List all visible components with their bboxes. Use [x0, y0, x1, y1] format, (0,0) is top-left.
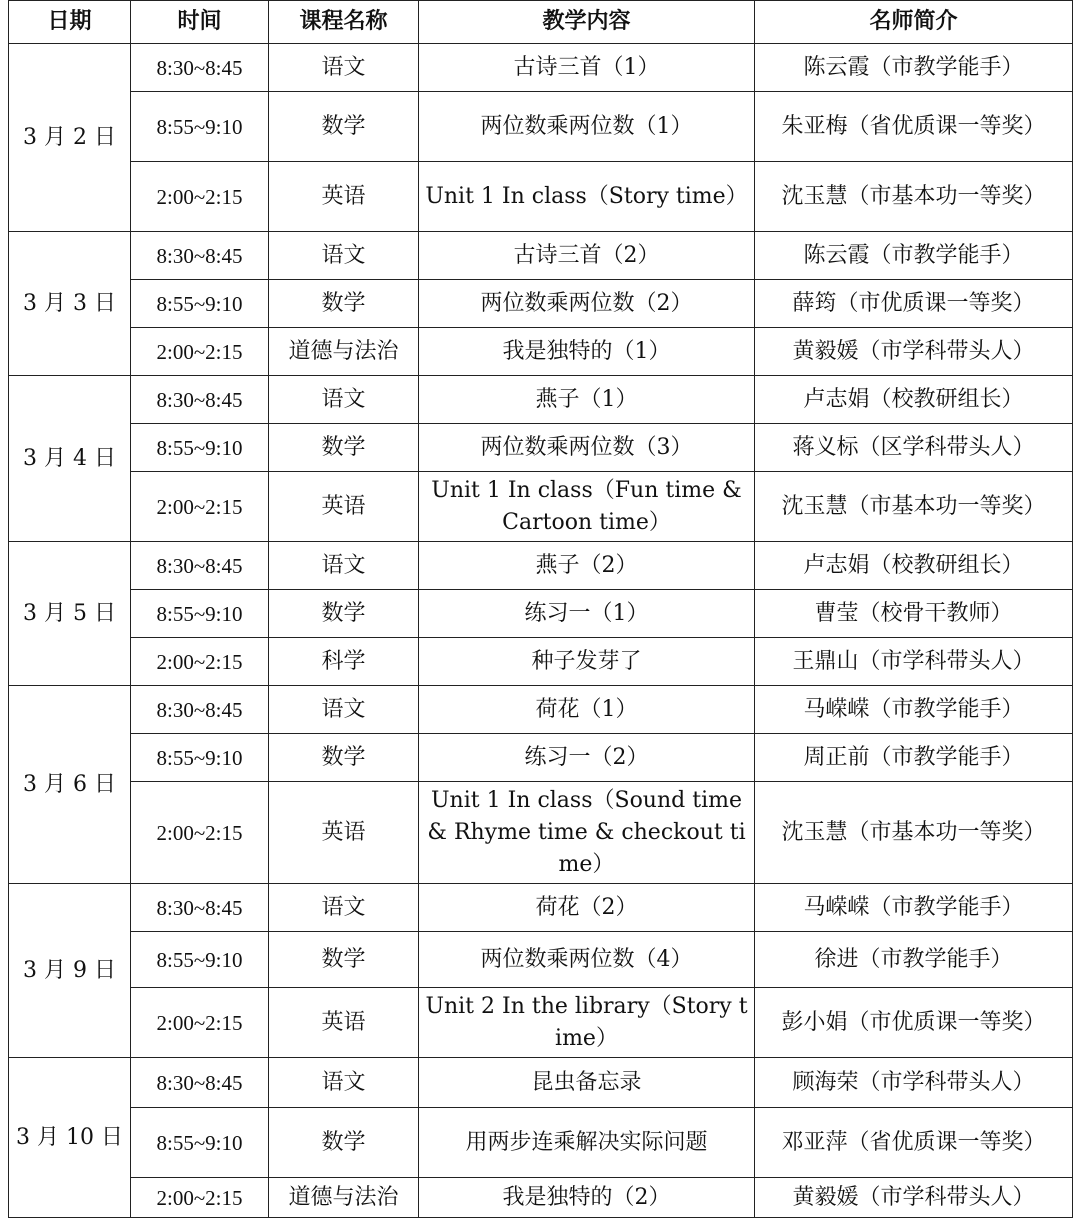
teacher-cell: 陈云霞（市教学能手） — [755, 44, 1073, 92]
course-cell: 语文 — [269, 686, 419, 734]
time-cell: 8:55~9:10 — [131, 590, 269, 638]
content-cell: 两位数乘两位数（2） — [419, 280, 755, 328]
table-row — [9, 162, 1073, 232]
course-cell: 英语 — [269, 988, 419, 1058]
teacher-cell: 马嵘嵘（市教学能手） — [755, 686, 1073, 734]
content-cell: 练习一（1） — [419, 590, 755, 638]
course-cell: 数学 — [269, 1108, 419, 1178]
time-cell: 8:30~8:45 — [131, 376, 269, 424]
course-cell: 数学 — [269, 92, 419, 162]
table-row — [9, 638, 1073, 686]
table-row — [9, 92, 1073, 162]
course-cell: 英语 — [269, 162, 419, 232]
time-cell: 8:55~9:10 — [131, 1108, 269, 1178]
content-cell: 古诗三首（2） — [419, 232, 755, 280]
table-row — [9, 1178, 1073, 1218]
time-cell: 8:30~8:45 — [131, 232, 269, 280]
time-cell: 2:00~2:15 — [131, 782, 269, 884]
time-cell: 8:30~8:45 — [131, 44, 269, 92]
content-cell: 昆虫备忘录 — [419, 1058, 755, 1108]
content-cell: 古诗三首（1） — [419, 44, 755, 92]
content-cell: 燕子（1） — [419, 376, 755, 424]
course-cell: 英语 — [269, 472, 419, 542]
time-cell: 2:00~2:15 — [131, 162, 269, 232]
content-cell: 荷花（2） — [419, 884, 755, 932]
teacher-cell: 彭小娟（市优质课一等奖） — [755, 988, 1073, 1058]
content-cell: 种子发芽了 — [419, 638, 755, 686]
teacher-cell: 徐进（市教学能手） — [755, 932, 1073, 988]
teacher-cell: 沈玉慧（市基本功一等奖） — [755, 782, 1073, 884]
content-cell: 两位数乘两位数（3） — [419, 424, 755, 472]
date-cell: 3 月 3 日 — [9, 232, 131, 376]
table-row — [9, 376, 1073, 424]
course-cell: 语文 — [269, 232, 419, 280]
teacher-cell: 沈玉慧（市基本功一等奖） — [755, 472, 1073, 542]
date-cell: 3 月 2 日 — [9, 44, 131, 232]
table-row — [9, 988, 1073, 1058]
table-body — [9, 44, 1073, 1218]
course-cell: 语文 — [269, 1058, 419, 1108]
time-cell: 8:55~9:10 — [131, 932, 269, 988]
teacher-cell: 邓亚萍（省优质课一等奖） — [755, 1108, 1073, 1178]
teacher-cell: 卢志娟（校教研组长） — [755, 542, 1073, 590]
teacher-cell: 黄毅媛（市学科带头人） — [755, 328, 1073, 376]
content-cell: 我是独特的（2） — [419, 1178, 755, 1218]
header-content: 教学内容 — [419, 1, 755, 44]
time-cell: 8:55~9:10 — [131, 280, 269, 328]
time-cell: 8:30~8:45 — [131, 1058, 269, 1108]
teacher-cell: 顾海荣（市学科带头人） — [755, 1058, 1073, 1108]
time-cell: 8:55~9:10 — [131, 424, 269, 472]
content-cell: 用两步连乘解决实际问题 — [419, 1108, 755, 1178]
table-row — [9, 472, 1073, 542]
table-row — [9, 1108, 1073, 1178]
time-cell: 8:30~8:45 — [131, 686, 269, 734]
course-cell: 数学 — [269, 734, 419, 782]
course-cell: 语文 — [269, 44, 419, 92]
course-cell: 数学 — [269, 280, 419, 328]
header-teacher: 名师简介 — [755, 1, 1073, 44]
date-cell: 3 月 6 日 — [9, 686, 131, 884]
table-row — [9, 932, 1073, 988]
course-cell: 语文 — [269, 542, 419, 590]
table-row — [9, 44, 1073, 92]
date-cell: 3 月 9 日 — [9, 884, 131, 1058]
content-cell: 我是独特的（1） — [419, 328, 755, 376]
teacher-cell: 周正前（市教学能手） — [755, 734, 1073, 782]
content-cell: 燕子（2） — [419, 542, 755, 590]
teacher-cell: 陈云霞（市教学能手） — [755, 232, 1073, 280]
teacher-cell: 薛筠（市优质课一等奖） — [755, 280, 1073, 328]
time-cell: 2:00~2:15 — [131, 638, 269, 686]
time-cell: 2:00~2:15 — [131, 1178, 269, 1218]
course-cell: 数学 — [269, 932, 419, 988]
content-cell: 两位数乘两位数（1） — [419, 92, 755, 162]
table-row — [9, 232, 1073, 280]
teacher-cell: 卢志娟（校教研组长） — [755, 376, 1073, 424]
course-cell: 英语 — [269, 782, 419, 884]
table-row — [9, 884, 1073, 932]
course-cell: 数学 — [269, 424, 419, 472]
teacher-cell: 蒋义标（区学科带头人） — [755, 424, 1073, 472]
date-cell: 3 月 5 日 — [9, 542, 131, 686]
time-cell: 2:00~2:15 — [131, 988, 269, 1058]
content-cell: Unit 1 In class（Story time） — [419, 162, 755, 232]
content-cell: 两位数乘两位数（4） — [419, 932, 755, 988]
teacher-cell: 曹莹（校骨干教师） — [755, 590, 1073, 638]
table-row — [9, 686, 1073, 734]
header-course: 课程名称 — [269, 1, 419, 44]
time-cell: 8:55~9:10 — [131, 92, 269, 162]
date-cell: 3 月 4 日 — [9, 376, 131, 542]
table-row — [9, 280, 1073, 328]
header-date: 日期 — [9, 1, 131, 44]
time-cell: 2:00~2:15 — [131, 472, 269, 542]
table-row — [9, 782, 1073, 884]
table-row — [9, 328, 1073, 376]
time-cell: 8:55~9:10 — [131, 734, 269, 782]
time-cell: 8:30~8:45 — [131, 542, 269, 590]
content-cell: Unit 1 In class（Fun time & Cartoon time） — [419, 472, 755, 542]
course-schedule-table — [8, 0, 1073, 1218]
table-row — [9, 590, 1073, 638]
content-cell: 练习一（2） — [419, 734, 755, 782]
teacher-cell: 马嵘嵘（市教学能手） — [755, 884, 1073, 932]
teacher-cell: 王鼎山（市学科带头人） — [755, 638, 1073, 686]
date-cell: 3 月 10 日 — [9, 1058, 131, 1218]
teacher-cell: 沈玉慧（市基本功一等奖） — [755, 162, 1073, 232]
header-time: 时间 — [131, 1, 269, 44]
table-row — [9, 1058, 1073, 1108]
content-cell: Unit 1 In class（Sound time & Rhyme time & checkout time） — [419, 782, 755, 884]
content-cell: Unit 2 In the library（Story time） — [419, 988, 755, 1058]
table-row — [9, 542, 1073, 590]
course-cell: 数学 — [269, 590, 419, 638]
teacher-cell: 黄毅媛（市学科带头人） — [755, 1178, 1073, 1218]
teacher-cell: 朱亚梅（省优质课一等奖） — [755, 92, 1073, 162]
course-cell: 道德与法治 — [269, 328, 419, 376]
course-cell: 语文 — [269, 376, 419, 424]
table-row — [9, 734, 1073, 782]
course-cell: 科学 — [269, 638, 419, 686]
table-header-row — [9, 1, 1073, 44]
time-cell: 2:00~2:15 — [131, 328, 269, 376]
time-cell: 8:30~8:45 — [131, 884, 269, 932]
table-row — [9, 424, 1073, 472]
course-cell: 语文 — [269, 884, 419, 932]
course-cell: 道德与法治 — [269, 1178, 419, 1218]
content-cell: 荷花（1） — [419, 686, 755, 734]
